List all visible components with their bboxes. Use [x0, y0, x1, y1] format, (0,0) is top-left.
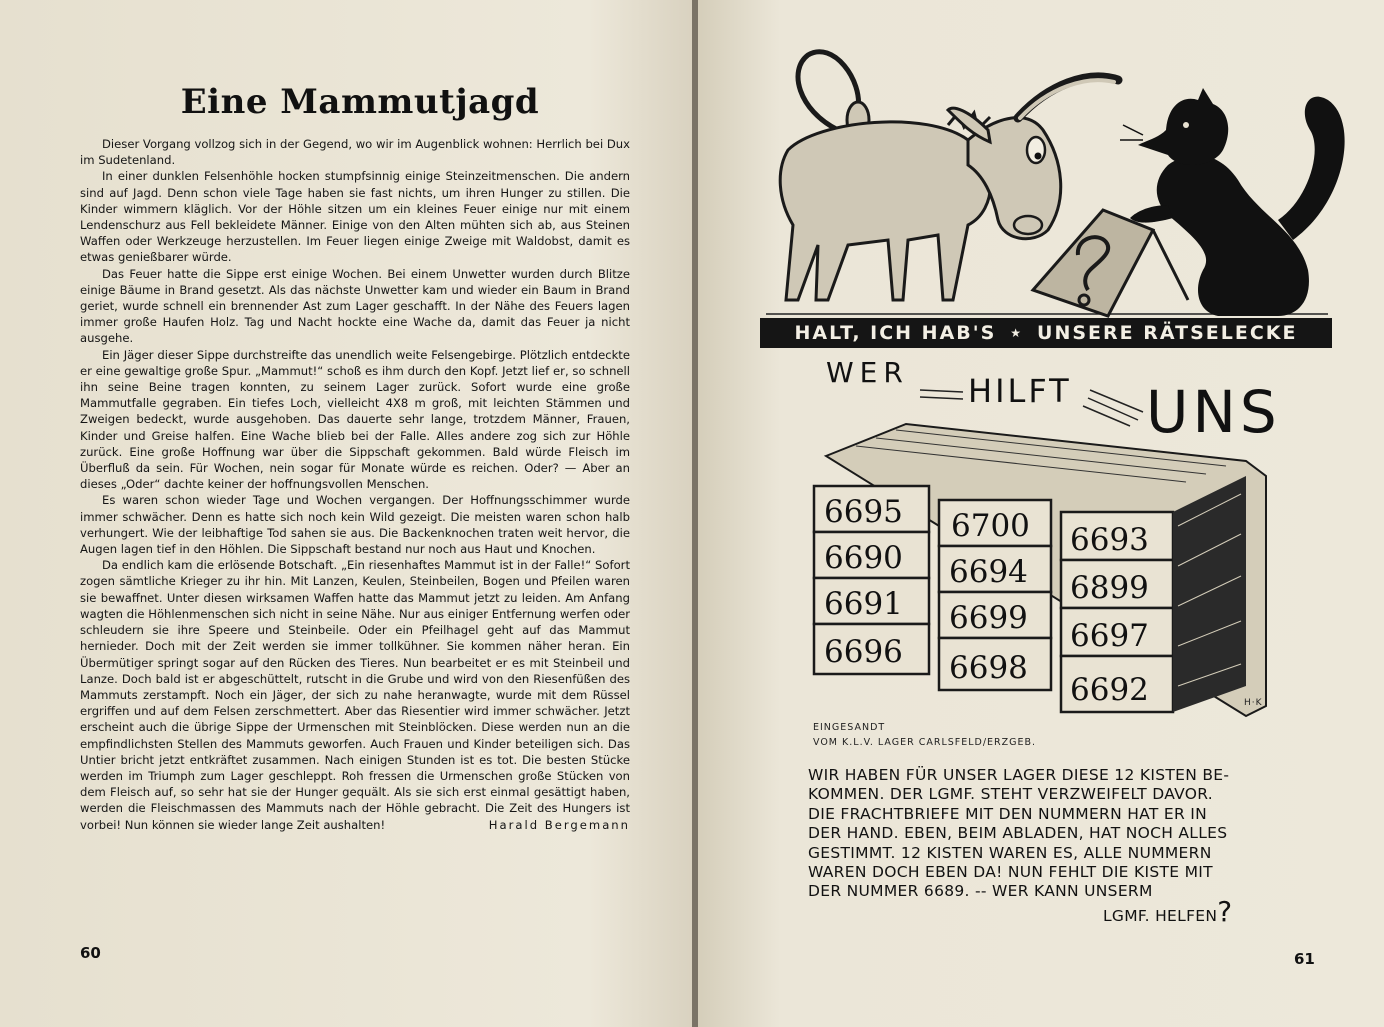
- article-paragraph: Da endlich kam die erlösende Botschaft. „Ein riesenhaftes Mammut ist in der Falle!“ Sofort zogen sämtliche Krieger zu ihr hin. Mit Lanzen, Keulen, Steinbeilen, Bogen und Pfeilen waren sie bewaffnet. Unter diesen wirksamen Waffen hatte das Mammut jetzt zu leiden. Am Anfang wagten die Höhlenmenschen sich nicht in seine Nähe. Nur aus einiger Entfernung werfen oder schleudern sie ihre Speere und Steinbeile. Oder ein Pfeilhagel geht auf das Mammut hernieder. Doch mit der Zeit werden sie immer tollkühner. Sie kommen näher heran. Ein Übermütiger springt sogar auf den Rücken des Tieres. Nun bearbeitet er es mit Steinbeil und Lanze. Doch bald ist er abgeschüttelt, rutscht in die Grube und wird von den Riesenfüßen des Mammuts zerstampft. Noch ein Jäger, der sich zu nahe heranwagte, wurde mit dem Rüssel ergriffen und auf dem Felsen zerschmettert. Aber das Riesentier wird immer schwächer. Jetzt erscheint auch die übrige Sippe der Urmenschen mit Steinblöcken. Diese werden nun an die empfindlichsten Stellen des Mammuts geworfen. Auch Frauen und Kinder beteiligen sich. Das Untier bricht jetzt entkräftet zusammen. Nach einigen Stunden ist es tot. Die besten Stücke werden im Triumph zum Lager geschleppt. Roh fressen die Urmenschen große Stücken von dem Fleisch auf, so sehr hat sie der Hunger gequält. Als sie sich erst einmal gesättigt haben, werden die Fleischmassen des Mammuts nach der Höhle gebracht. Die Zeit des Hungers ist vorbei! Nun können sie wieder lange Zeit aushalten!: [80, 558, 630, 832]
- artist-initials: H·K: [1244, 698, 1263, 708]
- crate-number: 6699: [949, 600, 1028, 636]
- riddle-text: [808, 766, 1278, 926]
- crate-stack: [806, 416, 1276, 726]
- riddle-line: WAREN DOCH EBEN DA! NUN FEHLT DIE KISTE MIT: [808, 863, 1213, 882]
- crate-number: 6697: [1070, 618, 1149, 654]
- article-author: Harald Bergemann: [488, 817, 630, 832]
- riddle-line: GESTIMMT. 12 KISTEN WAREN ES, ALLE NUMMERN: [808, 843, 1212, 862]
- riddle-line: KOMMEN. DER LGMF. STEHT VERZWEIFELT DAVOR.: [808, 785, 1214, 804]
- riddle-line: DER NUMMER 6689. -- WER KANN UNSERM: [808, 882, 1153, 901]
- page-number-right: 61: [1294, 950, 1315, 968]
- sender-note: [813, 720, 1036, 750]
- crate-number: 6696: [824, 634, 903, 670]
- crate-number: 6692: [1070, 672, 1149, 708]
- article-paragraph: Ein Jäger dieser Sippe durchstreifte das unendlich weite Felsengebirge. Plötzlich entdeckte er eine gewaltige große Spur. „Mammut!“ schoß es ihm durch den Kopf. Jetzt lief er, so schnell ihn seine Beine tragen konnten, zu seinem Lager zurück. Sofort wurde eine große Mammutfalle gegraben. Ein tiefes Loch, vielleicht 4X8 m groß, mit leichten Stämmen und Zweigen bedeckt, wurde ausgehoben. Das dauerte sehr lange, trotzdem Männer, Frauen, Kinder und Greise halfen. Eine Wache blieb bei der Falle. Alles andere zog sich zur Höhle zurück. Eine große Hoffnung war über die Sippschaft gekommen. Bald würde Fleisch im Überfluß da sein. Für Wochen, nein sogar für Monate würde es reichen. Oder? — Aber an dieses „Oder“ dachte keiner der hoffnungsvollen Menschen.: [80, 347, 630, 492]
- article-paragraph: Dieser Vorgang vollzog sich in der Gegend, wo wir im Augenblick wohnen: Herrlich bei Dux im Sudetenland.: [80, 137, 630, 168]
- crate-number: 6698: [949, 650, 1028, 686]
- headline-uns: UNS: [1146, 378, 1281, 446]
- article-paragraph: In einer dunklen Felsenhöhle hocken stumpfsinnig einige Steinzeitmenschen. Die andern sind auf Jagd. Denn schon viele Tage haben sie fast nichts, um ihren Hunger zu stillen. Die Kinder wimmern kläglich. Vor der Höhle sitzen um ein kleines Feuer einige nur mit einem Lendenschurz aus Fell bekleidete Männer. Einige von den Alten mühten sich ab, aus Steinen Waffen oder Werkzeuge herzustellen. Im Feuer liegen einige Zweige mit Waldobst, damit es etwas genießbarer würde.: [80, 169, 630, 265]
- riddle-last-line: [808, 894, 1278, 928]
- page-number-left: 60: [80, 944, 101, 962]
- crate-number: 6899: [1070, 570, 1149, 606]
- headline-wer: WER: [826, 356, 909, 389]
- crate-number: 6693: [1070, 522, 1149, 558]
- sender-line: VOM K.L.V. LAGER CARLSFELD/ERZGEB.: [813, 737, 1037, 748]
- sender-line: EINGESANDT: [813, 722, 886, 733]
- crate-number: 6694: [949, 554, 1028, 590]
- banner-left-text: HALT, ICH HAB'S: [794, 322, 997, 344]
- goat-cat-illustration: [698, 0, 1384, 320]
- crate-number: 6700: [951, 508, 1030, 544]
- star-icon: ★: [1010, 326, 1024, 340]
- riddle-corner-banner: [760, 318, 1332, 348]
- headline-hilft: HILFT: [968, 372, 1072, 410]
- riddle-line: DIE FRACHTBRIEFE MIT DEN NUMMERN HAT ER IN: [808, 804, 1208, 823]
- article-paragraph: Es waren schon wieder Tage und Wochen vergangen. Der Hoffnungsschimmer wurde immer schwächer. Denn es hatte sich noch kein Wild gezeigt. Die meisten waren schon halb verhungert. Wie der leibhaftige Tod sahen sie aus. Die Backenknochen traten weit hervor, die Augen lagen tief in den Höhlen. Die Sippschaft bestand nur noch aus Haut und Knochen.: [80, 493, 630, 557]
- cat-figure: [1157, 155, 1309, 316]
- crate-number: 6690: [824, 540, 903, 576]
- question-mark-icon: ?: [1217, 894, 1233, 928]
- goat-figure: [780, 122, 990, 300]
- riddle-last-text: LGMF. HELFEN: [1103, 906, 1218, 925]
- crate-number: 6691: [824, 586, 903, 622]
- crate-number: 6695: [824, 494, 903, 530]
- article-title: Eine Mammutjagd: [180, 82, 540, 122]
- right-page: [698, 0, 1384, 1027]
- banner-right-text: UNSERE RÄTSELECKE: [1037, 322, 1298, 344]
- riddle-line: WIR HABEN FÜR UNSER LAGER DIESE 12 KISTEN BE-: [808, 766, 1230, 784]
- riddle-line: DER HAND. EBEN, BEIM ABLADEN, HAT NOCH ALLES: [808, 824, 1228, 843]
- article-paragraph: Das Feuer hatte die Sippe erst einige Wochen. Bei einem Unwetter wurden durch Blitze einige Bäume in Brand gesetzt. Als das nächste Unwetter kam und wieder ein Baum in Brand geriet, wurde schnell ein brennender Ast zum Lager geschafft. In der Nähe des Feuers lagen immer große Haufen Holz. Tag und Nacht hockte eine Wache da, damit das Feuer ja nicht ausgehe.: [80, 266, 630, 346]
- article-body: [80, 136, 630, 833]
